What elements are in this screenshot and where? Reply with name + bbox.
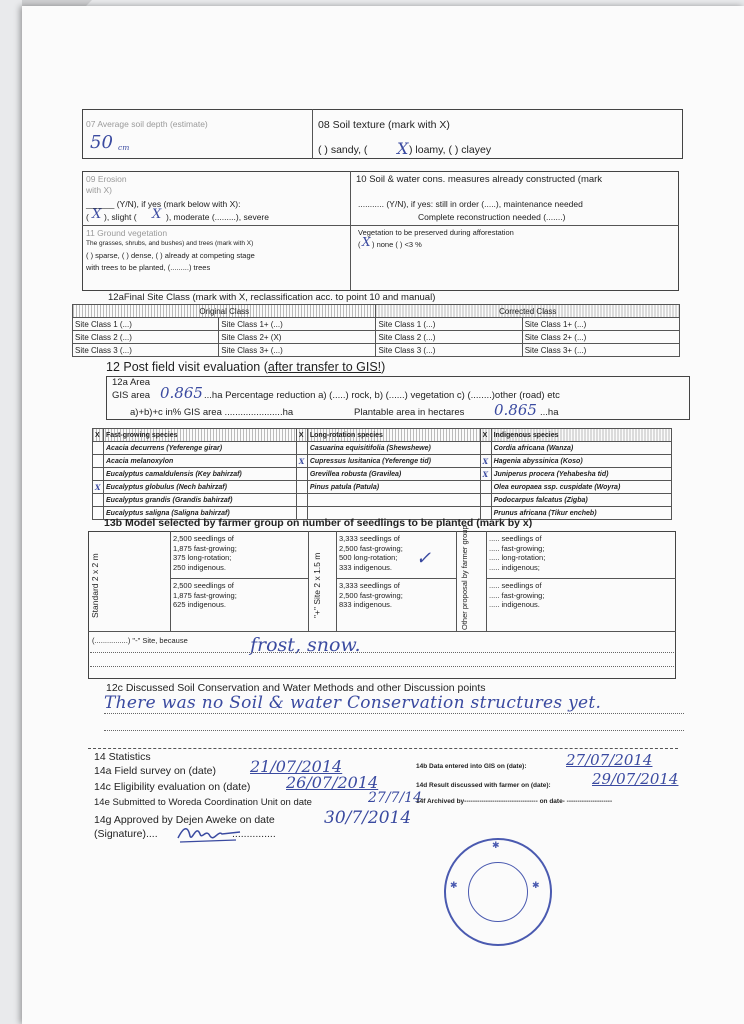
long-rotation-header: Long-rotation species — [307, 429, 480, 442]
woreda-date: 27/7/14 — [368, 790, 422, 806]
erosion-title: 09 Erosion — [86, 174, 127, 184]
other-option-b: ..... seedlings of ..... fast-growing; ..... indigenous. — [489, 581, 545, 609]
approved-label: 14g Approved by Dejen Aweke on date — [94, 814, 275, 826]
table-row: Eucalyptus camaldulensis (Key bahirzaf) Grevillea robusta (Gravilea) X Juniperus procera (Yehabesha tid) — [93, 468, 672, 481]
result-discussed-label: 14d Result discussed with farmer on (date): — [416, 782, 551, 789]
approved-date: 30/7/2014 — [324, 808, 412, 828]
plantable-value: 0.865 — [494, 401, 537, 419]
section-07-08 — [82, 109, 683, 159]
gis-area-value: 0.865 — [160, 384, 203, 402]
eligibility-label: 14c Eligibility evaluation on (date) — [94, 781, 251, 793]
swc-line2: Complete reconstruction needed (.......) — [418, 212, 566, 222]
ground-veg-line1: The grasses, shrubs, and bushes) and trees (mark with X) — [86, 240, 254, 247]
erosion-sub: with X) — [86, 185, 112, 195]
table-row: Acacia melanoxylon X Cupressus lusitanica (Yeferenge tid) X Hagenia abyssinica (Koso) — [93, 455, 672, 468]
seal-star-icon: ✱ — [532, 880, 540, 890]
corrected-class-header: Corrected Class — [376, 305, 680, 318]
eligibility-date: 26/07/2014 — [286, 773, 379, 792]
field-survey-date: 21/07/2014 — [250, 757, 343, 776]
standard-label: Standard 2 x 2 m — [90, 553, 100, 618]
minus-site-because: (................) "-" Site, because — [92, 636, 188, 645]
plantable-label: Plantable area in hectares — [354, 407, 465, 418]
soil-depth-value: 50 — [90, 132, 113, 153]
ground-veg-line3: with trees to be planted, (.........) trees — [86, 263, 211, 272]
area-label: 12a Area — [112, 377, 151, 388]
gis-entry-label: 14b Data entered into GIS on (date): — [416, 763, 527, 770]
site-class-table — [72, 304, 680, 357]
seal-star-icon: ✱ — [450, 880, 458, 890]
ground-veg-line2: ( ) sparse, ( ) dense, ( ) already at competing stage — [86, 251, 255, 260]
table-row: Eucalyptus grandis (Grandis bahirzaf) Podocarpus falcatus (Zigba) — [93, 494, 672, 507]
std-option-a: 2,500 seedlings of 1,875 fast-growing; 375 long-rotation; 250 indigenous. — [173, 534, 237, 572]
ground-veg-title: 11 Ground vegetation — [86, 228, 168, 238]
indigenous-header: Indigenous species — [491, 429, 671, 442]
plantable-unit: ...ha — [540, 407, 559, 418]
discussion-text: There was no Soil & water Conservation structures yet. — [104, 693, 602, 713]
other-option-a: ..... seedlings of ..... fast-growing; ..... long-rotation; ..... indigenous; — [489, 534, 546, 572]
veg-preserve-mark: X — [362, 235, 371, 249]
veg-preserve-title: Vegetation to be preserved during afforestation — [358, 228, 514, 237]
model-title: 13b Model selected by farmer group on number of seedlings to be planted (mark by x) — [104, 517, 533, 529]
gis-area-rest: ...ha Percentage reduction a) (.....) rock, b) (......) vegetation c) (........)other (road) etc — [204, 390, 560, 401]
table-row: Site Class 3 (...) Site Class 3+ (...) Site Class 3 (...) Site Class 3+ (...) — [73, 344, 680, 357]
site-option-check: ✓ — [416, 548, 432, 569]
erosion-mark1: X — [92, 207, 102, 222]
statistics-title: 14 Statistics — [94, 751, 151, 763]
swc-title: 10 Soil & water cons. measures already constructed (mark — [356, 174, 603, 185]
soil-texture-title: 08 Soil texture (mark with X) — [318, 119, 450, 131]
swc-line1: ........... (Y/N), if yes: still in order (.....), maintenance needed — [358, 199, 583, 209]
erosion-mark2: X — [152, 207, 162, 222]
site-option-a: 3,333 seedlings of 2,500 fast-growing; 500 long-rotation; 333 indigenous. — [339, 534, 403, 572]
table-row: Acacia decurrens (Yeferenge girar) Casuarina equisitifolia (Shewshewe) Cordia africana (Wanza) — [93, 442, 672, 455]
soil-texture-opt2: ) loamy, ( ) clayey — [409, 144, 492, 156]
signature-label: (Signature).... — [94, 828, 158, 840]
table-row: Site Class 2 (...) Site Class 2+ (X) Site Class 2 (...) Site Class 2+ (...) — [73, 331, 680, 344]
std-option-b: 2,500 seedlings of 1,875 fast-growing; 625 indigenous. — [173, 581, 237, 609]
table-row: X Eucalyptus globulus (Nech bahirzaf) Pinus patula (Patula) Olea europaea ssp. cuspidate (Woyra) — [93, 481, 672, 494]
veg-preserve-line2: ) none ( ) <3 % — [372, 240, 422, 249]
original-class-header: Original Class — [73, 305, 376, 318]
site-class-title: 12aFinal Site Class (mark with X, reclassification acc. to point 10 and manual) — [108, 292, 436, 303]
species-table: X Fast-growing species X Long-rotation species X Indigenous species Acacia decurrens (Yeferenge girar) Casuarina equisitifolia (Shewshewe) Cordia africana (Wanza) Acacia melanoxylon X Cupressus lusitanica (Yeferenge tid) X Hagenia abyssinica (Koso) Eucalyptus camaldulensis (Key bahirzaf) Grevillea robusta (Gravilea) X Juniperus procera (Yehabesha tid) X Eucalyptus globulus (Nech bahirzaf) Pinus patula (Patula) Olea europaea ssp. cuspidate (Woyra) Eucalyptus grandis (Grandis bahirzaf) Podocarpus falcatus (Zigba) Eucalyptus saligna (Saligna bahirzaf) Prunus africana (Tikur encheb) — [92, 428, 672, 520]
woreda-label: 14e Submitted to Woreda Coordination Unit on date — [94, 797, 312, 808]
erosion-line2: ), slight ( — [104, 212, 137, 222]
gis-area-label: GIS area — [112, 390, 151, 401]
erosion-line1: ______ (Y/N), if yes (mark below with X): — [86, 199, 241, 209]
field-survey-label: 14a Field survey on (date) — [94, 765, 216, 777]
table-row: Eucalyptus saligna (Saligna bahirzaf) Prunus africana (Tikur encheb) — [93, 507, 672, 520]
fast-growing-header: Fast-growing species — [104, 429, 297, 442]
signature-dots: ............... — [232, 828, 276, 840]
seal-inner-ring — [468, 862, 528, 922]
minus-site-reason: frost, snow. — [250, 634, 361, 656]
site-plus-label: "+" Site 2 x 1.5 m — [312, 552, 322, 618]
result-discussed-date: 29/07/2014 — [592, 770, 679, 788]
archived-label: 14f Archived by---------------------------------- on date- --------------------- — [416, 798, 613, 805]
discussion-title: 12c Discussed Soil Conservation and Water Methods and other Discussion points — [106, 682, 486, 694]
erosion-line3: ), moderate (.........), severe — [166, 212, 269, 222]
area-line2: a)+b)+c in% GIS area ......................ha — [130, 407, 294, 418]
gis-entry-date: 27/07/2014 — [566, 751, 653, 769]
seal-star-icon: ✱ — [492, 840, 500, 850]
site-option-b: 3,333 seedlings of 2,500 fast-growing; 833 indigenous. — [339, 581, 403, 609]
table-row: Site Class 1 (...) Site Class 1+ (...) Site Class 1 (...) Site Class 1+ (...) — [73, 318, 680, 331]
other-proposal-label: Other proposal by farmer group — [460, 525, 469, 630]
soil-depth-unit: cm — [118, 143, 130, 152]
soil-depth-label: 07 Average soil depth (estimate) — [86, 119, 208, 129]
post-visit-title: 12 Post field visit evaluation (after transfer to GIS!) — [106, 360, 386, 374]
soil-texture-opt1: ( ) sandy, ( — [318, 144, 368, 156]
soil-texture-mark: X — [397, 139, 409, 158]
